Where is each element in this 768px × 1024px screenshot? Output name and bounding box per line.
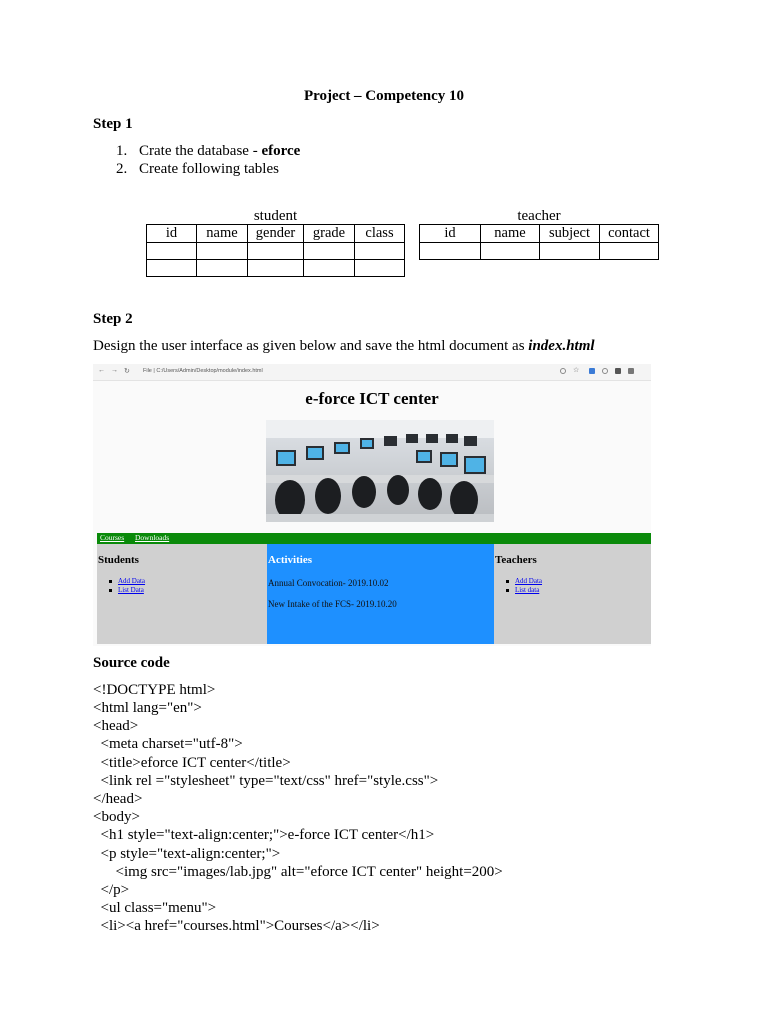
list-item <box>109 577 145 586</box>
computer-lab-image <box>266 420 494 522</box>
code-line: <html lang="en"> <box>93 700 202 716</box>
step2-heading: Step 2 <box>93 311 133 327</box>
teacher-table-caption: teacher <box>517 208 561 224</box>
code-line: <title>eforce ICT center</title> <box>93 755 291 771</box>
extension-icon <box>628 368 634 374</box>
back-icon: ← <box>98 367 105 374</box>
teachers-links <box>506 577 542 595</box>
extension-icon <box>602 368 608 374</box>
code-line: <meta charset="utf-8"> <box>93 736 243 752</box>
teacher-table <box>419 224 659 260</box>
filename: index.html <box>528 338 595 354</box>
step1-item <box>116 161 279 178</box>
ui-screenshot <box>93 364 651 646</box>
activity-item: Annual Convocation- 2019.10.02 <box>268 578 389 588</box>
code-line: <head> <box>93 718 139 734</box>
step1-item <box>116 143 300 160</box>
list-number: 1. <box>116 143 128 159</box>
source-code-heading: Source code <box>93 655 170 671</box>
browser-toolbar <box>93 364 651 381</box>
column-header: id <box>420 225 481 243</box>
column-header: subject <box>540 225 600 243</box>
site-title: e-force ICT center <box>305 389 439 408</box>
step2-instruction <box>93 338 595 355</box>
code-line: <p style="text-align:center;"> <box>93 846 281 862</box>
list-data-link[interactable]: List data <box>515 586 540 594</box>
list-item <box>506 586 542 595</box>
column-header: class <box>355 225 405 243</box>
code-line: <!DOCTYPE html> <box>93 682 216 698</box>
address-bar: File | C:/Users/Admin/Desktop/module/index.html <box>143 368 263 374</box>
table-row <box>420 243 659 260</box>
code-line: </head> <box>93 791 143 807</box>
teachers-panel <box>494 544 651 644</box>
nav-menu <box>97 533 651 544</box>
instruction-text: Design the user interface as given below and save the html document as <box>93 338 529 354</box>
code-line: <body> <box>93 809 140 825</box>
student-table-caption: student <box>253 208 298 224</box>
code-line: <img src="images/lab.jpg" alt="eforce ICT center" height=200> <box>93 864 503 880</box>
column-header: grade <box>304 225 355 243</box>
table-header-row <box>420 225 659 243</box>
database-name: eforce <box>261 143 301 159</box>
students-panel <box>97 544 267 644</box>
extension-icon <box>615 368 621 374</box>
list-text: Crate the database - <box>139 143 262 159</box>
list-data-link[interactable]: List Data <box>118 586 144 594</box>
menu-link-courses[interactable]: Courses <box>100 533 125 542</box>
list-item <box>506 577 542 586</box>
activities-heading: Activities <box>268 554 312 566</box>
column-header: id <box>147 225 197 243</box>
document-title: Project – Competency 10 <box>303 88 465 104</box>
code-line: <h1 style="text-align:center;">e-force ICT center</h1> <box>93 827 435 843</box>
code-line: <li><a href="courses.html">Courses</a></li> <box>93 918 380 934</box>
code-line: <link rel ="stylesheet" type="text/css" href="style.css"> <box>93 773 439 789</box>
students-heading: Students <box>98 554 139 566</box>
list-item <box>109 586 145 595</box>
code-line: <ul class="menu"> <box>93 900 217 916</box>
forward-icon: → <box>111 367 118 374</box>
column-header: name <box>481 225 540 243</box>
students-links <box>109 577 145 595</box>
reload-icon: ↻ <box>124 368 130 375</box>
extension-icon <box>589 368 595 374</box>
list-text: Create following tables <box>139 161 279 177</box>
code-line: </p> <box>93 882 130 898</box>
menu-link-downloads[interactable]: Downloads <box>135 533 170 542</box>
star-icon: ☆ <box>573 367 580 374</box>
table-row <box>147 243 405 260</box>
step1-heading: Step 1 <box>93 116 133 132</box>
add-data-link[interactable]: Add Data <box>515 577 543 585</box>
activity-item: New Intake of the FCS- 2019.10.20 <box>268 599 397 609</box>
teachers-heading: Teachers <box>495 554 537 566</box>
table-row <box>147 260 405 277</box>
activities-panel <box>267 544 494 644</box>
column-header: name <box>197 225 248 243</box>
zoom-icon <box>560 368 566 374</box>
list-number: 2. <box>116 161 128 177</box>
table-header-row <box>147 225 405 243</box>
student-table <box>146 224 405 277</box>
column-header: gender <box>248 225 304 243</box>
add-data-link[interactable]: Add Data <box>118 577 146 585</box>
column-header: contact <box>600 225 659 243</box>
